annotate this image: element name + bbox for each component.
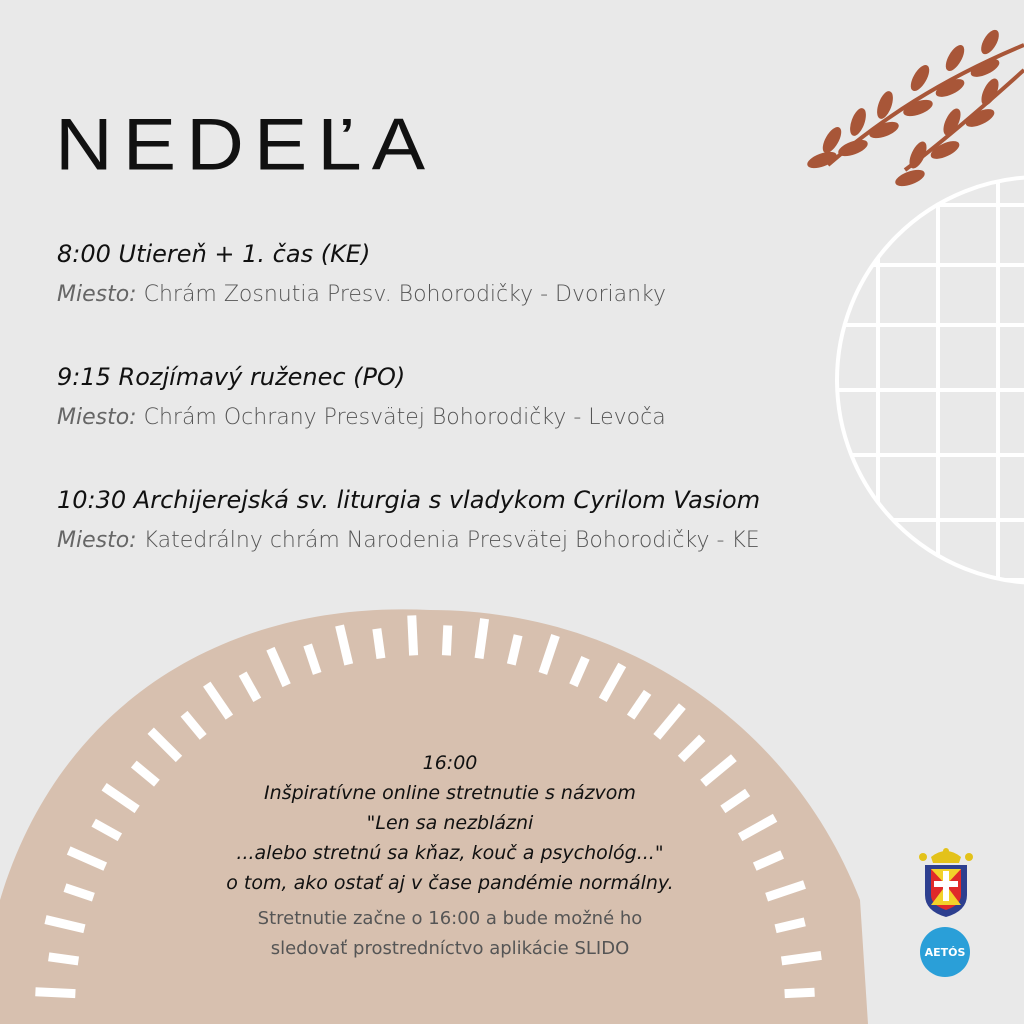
meeting-note: Stretnutie začne o 16:00 a bude možné ho	[257, 908, 643, 929]
arch-dash	[782, 955, 822, 961]
arch-dash	[446, 625, 447, 655]
meeting-line: o tom, ako ostať aj v čase pandémie normálny.	[226, 872, 674, 894]
event-place	[57, 528, 760, 553]
place-text: Chrám Ochrany Presvätej Bohorodičky - Levoča	[143, 405, 666, 430]
event-place	[57, 405, 666, 430]
online-meeting-block	[170, 748, 730, 964]
meeting-line: "Len sa nezblázni	[366, 812, 534, 834]
place-text: Katedrálny chrám Narodenia Presvätej Bohorodičky - KE	[143, 528, 760, 553]
meeting-note: sledovať prostredníctvo aplikácie SLIDO	[270, 938, 630, 959]
aetos-logo	[920, 927, 970, 977]
grid-circle-decoration	[820, 150, 1024, 620]
place-label: Miesto:	[57, 528, 137, 553]
place-text: Chrám Zosnutia Presv. Bohorodičky - Dvorianky	[143, 282, 667, 307]
arch-dash	[35, 992, 75, 994]
page-title: NEDEĽA	[55, 103, 436, 186]
meeting-line: Inšpiratívne online stretnutie s názvom	[264, 782, 636, 804]
aetos-logo-text: AETÓS	[924, 945, 966, 959]
event-1	[57, 240, 666, 307]
coat-of-arms-logo	[915, 845, 977, 920]
arch-dash	[412, 615, 414, 655]
meeting-line: ...alebo stretnú sa kňaz, kouč a psychológ..."	[236, 842, 664, 864]
event-3	[57, 486, 760, 553]
leaves-branch-decoration	[806, 28, 1024, 189]
arch-dash	[377, 629, 381, 659]
arch-dash	[49, 957, 79, 961]
event-heading: 9:15 Rozjímavý ruženec (PO)	[57, 363, 406, 391]
place-label: Miesto:	[57, 405, 137, 430]
event-place	[57, 282, 666, 307]
place-label: Miesto:	[57, 282, 137, 307]
arch-dash	[479, 619, 485, 659]
event-heading: 8:00 Utiereň + 1. čas (KE)	[57, 240, 371, 268]
event-heading: 10:30 Archijerejská sv. liturgia s vladykom Cyrilom Vasiom	[57, 486, 761, 514]
meeting-time: 16:00	[422, 752, 478, 774]
event-2	[57, 363, 666, 430]
arch-dash	[785, 992, 815, 993]
